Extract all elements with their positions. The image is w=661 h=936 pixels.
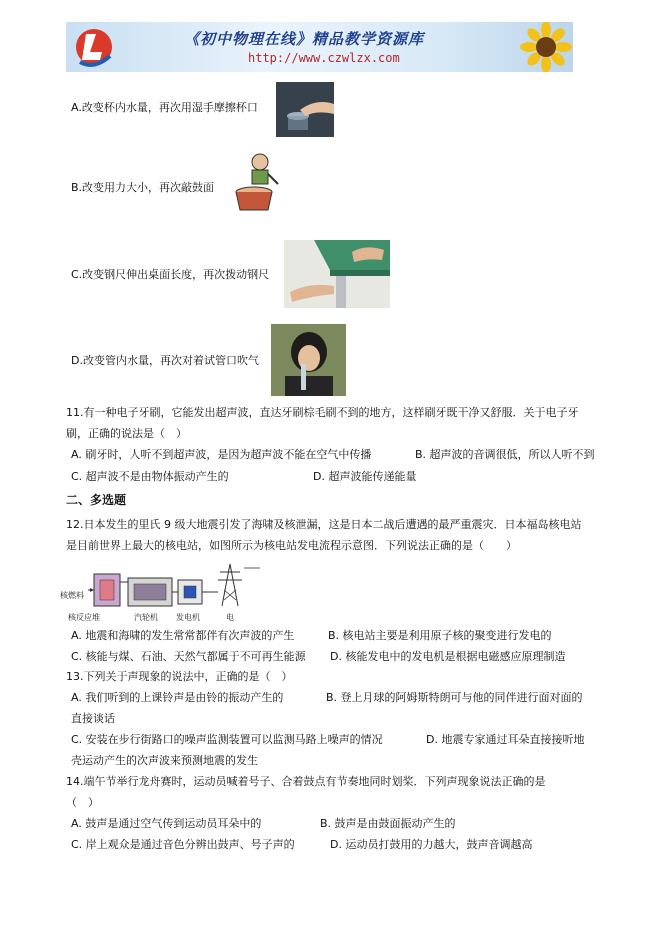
q10-option-b[interactable]: B.改变用力大小，再次敲鼓面	[71, 181, 215, 194]
header-url[interactable]: http://www.czwlzx.com	[248, 51, 400, 65]
q13-option-a[interactable]: A. 我们听到的上课铃声是由铃的振动产生的	[71, 691, 284, 704]
tube-blowing-image	[271, 324, 346, 396]
q13-option-d-line1[interactable]: D. 地震专家通过耳朵直接接听地	[426, 733, 585, 746]
q12-stem-line2: 是目前世界上最大的核电站，如图所示为核电站发电流程示意图．下列说法正确的是（ ）	[66, 539, 517, 552]
sunflower-icon	[518, 22, 573, 72]
drum-boy-icon	[232, 150, 282, 214]
q13-option-b-line1[interactable]: B. 登上月球的阿姆斯特朗可与他的同伴进行面对面的	[326, 691, 583, 704]
section-title: 二、多选题	[66, 493, 127, 507]
q10-option-c[interactable]: C.改变钢尺伸出桌面长度，再次拨动钢尺	[71, 268, 270, 281]
q12-option-a[interactable]: A. 地震和海啸的发生常常都伴有次声波的产生	[71, 629, 295, 642]
q11-option-d[interactable]: D. 超声波能传递能量	[313, 470, 417, 483]
q14-option-d[interactable]: D. 运动员打鼓用的力越大，鼓声音调越高	[330, 838, 533, 851]
q14-stem-line1: 14.端午节举行龙舟赛时，运动员喊着号子、合着鼓点有节奏地同时划桨．下列声现象说法正确的是	[66, 775, 546, 788]
header-banner	[66, 22, 573, 72]
q10-option-a[interactable]: A.改变杯内水量，再次用湿手摩擦杯口	[71, 101, 258, 114]
diagram-label-power: 电	[226, 613, 234, 622]
q11-option-b[interactable]: B. 超声波的音调很低，所以人听不到	[415, 448, 595, 461]
q12-option-b[interactable]: B. 核电站主要是利用原子核的聚变进行发电的	[328, 629, 552, 642]
diagram-label-reactor: 核反应堆	[68, 613, 100, 622]
q14-option-b[interactable]: B. 鼓声是由鼓面振动产生的	[320, 817, 456, 830]
q14-option-c[interactable]: C. 岸上观众是通过音色分辨出鼓声、号子声的	[71, 838, 295, 851]
q13-stem: 13.下列关于声现象的说法中，正确的是（ ）	[66, 670, 293, 683]
q14-stem-line2: （ ）	[66, 796, 99, 809]
q13-option-d-line2: 壳运动产生的次声波来预测地震的发生	[71, 754, 258, 767]
diagram-label-turbine: 汽轮机	[134, 613, 158, 622]
q11-option-c[interactable]: C. 超声波不是由物体振动产生的	[71, 470, 229, 483]
q13-option-c[interactable]: C. 安装在步行街路口的噪声监测装置可以监测马路上噪声的情况	[71, 733, 383, 746]
q11-option-a[interactable]: A. 刷牙时，人听不到超声波，是因为超声波不能在空气中传播	[71, 448, 372, 461]
diagram-label-fuel: 核燃料	[60, 591, 84, 600]
q13-option-b-line2: 直接谈话	[71, 712, 115, 725]
nuclear-diagram	[60, 560, 260, 624]
ruler-image	[284, 240, 390, 308]
q11-stem-line1: 11.有一种电子牙刷，它能发出超声波，直达牙刷棕毛刷不到的地方，这样刷牙既干净又舒服．关于电子牙	[66, 406, 579, 419]
girl-blowing-icon	[271, 324, 346, 396]
q11-stem-line2: 刷，正确的说法是（ ）	[66, 427, 187, 440]
glass-rubbing-image	[276, 82, 334, 137]
q14-option-a[interactable]: A. 鼓声是通过空气传到运动员耳朵中的	[71, 817, 262, 830]
q10-option-d[interactable]: D.改变管内水量，再次对着试管口吹气	[71, 354, 259, 367]
ruler-table-icon	[284, 240, 390, 308]
q12-option-c[interactable]: C. 核能与煤、石油、天然气都属于不可再生能源	[71, 650, 306, 663]
diagram-label-generator: 发电机	[176, 613, 200, 622]
header-title: 《初中物理在线》精品教学资源库	[184, 30, 425, 48]
q12-option-d[interactable]: D. 核能发电中的发电机是根据电磁感应原理制造	[330, 650, 566, 663]
drum-image	[232, 150, 282, 214]
logo-icon	[72, 26, 116, 68]
hand-glass-icon	[276, 82, 334, 137]
q12-stem-line1: 12.日本发生的里氏 9 级大地震引发了海啸及核泄漏，这是日本二战后遭遇的最严重震灾．日本福岛核电站	[66, 518, 582, 531]
